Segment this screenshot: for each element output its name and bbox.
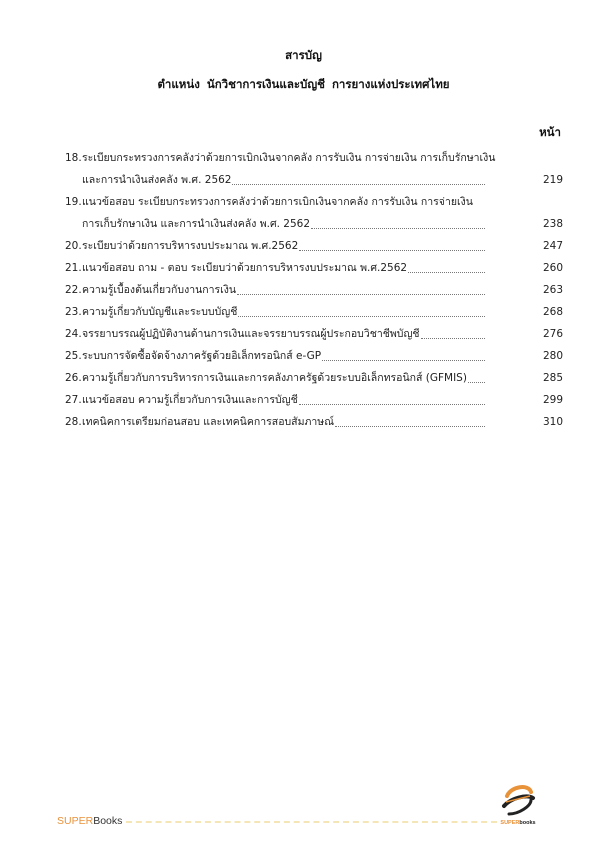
toc-entry[interactable] bbox=[65, 411, 563, 433]
toc-entry[interactable] bbox=[65, 367, 563, 389]
superbooks-swirl-logo-icon bbox=[493, 782, 543, 822]
page-subtitle: ตำแหน่ง นักวิชาการเงินและบัญชี การยางแห่งประเทศไทย bbox=[157, 77, 450, 91]
toc-entry-line bbox=[65, 147, 563, 169]
toc-entry-title: แนวข้อสอบ ถาม - ตอบ ระเบียบว่าด้วยการบริหารงบประมาณ พ.ศ.2562 bbox=[82, 262, 408, 274]
toc-entry[interactable] bbox=[65, 323, 563, 345]
logo-wordmark: SUPERbooks bbox=[500, 820, 536, 826]
toc-entry-number: 19. bbox=[65, 196, 82, 208]
dot-leader bbox=[299, 250, 485, 251]
toc-entry[interactable] bbox=[65, 301, 563, 323]
toc-entry-page-number: 219 bbox=[542, 174, 563, 186]
toc-entry-page-number: 260 bbox=[542, 262, 563, 274]
dot-leader bbox=[468, 382, 485, 383]
toc-entry-number: 26. bbox=[65, 372, 82, 384]
dot-leader bbox=[237, 294, 485, 295]
toc-entry-line bbox=[65, 367, 563, 389]
dot-leader bbox=[232, 184, 485, 185]
dot-leader bbox=[311, 228, 485, 229]
toc-entry-title: เทคนิคการเตรียมก่อนสอบ และเทคนิคการสอบสัมภาษณ์ bbox=[82, 416, 334, 428]
toc-entry-line bbox=[65, 169, 563, 191]
dot-leader bbox=[408, 272, 485, 273]
toc-entry-line bbox=[65, 301, 563, 323]
toc-entry[interactable] bbox=[65, 235, 563, 257]
toc-entry-line bbox=[65, 345, 563, 367]
toc-entry[interactable] bbox=[65, 191, 563, 235]
toc-entry-number: 20. bbox=[65, 240, 82, 252]
dot-leader bbox=[421, 338, 485, 339]
toc-entry-line bbox=[65, 323, 563, 345]
footer-dashed-rule bbox=[126, 821, 497, 823]
toc-entry-line bbox=[65, 257, 563, 279]
toc-entry-line bbox=[65, 213, 563, 235]
toc-entry-page-number: 238 bbox=[542, 218, 563, 230]
toc-entry-title: ความรู้เกี่ยวกับบัญชีและระบบบัญชี bbox=[82, 306, 238, 318]
toc-entry-title: ระบบการจัดซื้อจัดจ้างภาครัฐด้วยอิเล็กทรอนิกส์ e-GP bbox=[82, 350, 322, 362]
toc-entry-number: 27. bbox=[65, 394, 82, 406]
toc-entry-line bbox=[65, 279, 563, 301]
footer-brand-books: Books bbox=[93, 815, 123, 827]
toc-entry-page-number: 276 bbox=[542, 328, 563, 340]
dot-leader bbox=[238, 316, 485, 317]
toc-entry-page-number: 285 bbox=[542, 372, 563, 384]
toc-entry-number: 21. bbox=[65, 262, 82, 274]
toc-entry[interactable] bbox=[65, 279, 563, 301]
toc-entry-title: และการนำเงินส่งคลัง พ.ศ. 2562 bbox=[82, 174, 232, 186]
page-number-column-header: หน้า bbox=[539, 125, 561, 139]
footer-brand-super: SUPER bbox=[57, 815, 94, 827]
toc-entry[interactable] bbox=[65, 389, 563, 411]
toc-entry-page-number: 263 bbox=[542, 284, 563, 296]
toc-entry-line bbox=[65, 191, 563, 213]
toc-entry[interactable] bbox=[65, 345, 563, 367]
toc-entry-number: 28. bbox=[65, 416, 82, 428]
toc-entry-number: 22. bbox=[65, 284, 82, 296]
dot-leader bbox=[299, 404, 485, 405]
page-title: สารบัญ bbox=[285, 48, 322, 62]
dot-leader bbox=[322, 360, 485, 361]
toc-entry-line bbox=[65, 235, 563, 257]
toc-entry-page-number: 268 bbox=[542, 306, 563, 318]
footer bbox=[57, 814, 497, 828]
toc-entry-title: แนวข้อสอบ ระเบียบกระทรวงการคลังว่าด้วยการเบิกเงินจากคลัง การรับเงิน การจ่ายเงิน bbox=[82, 196, 473, 208]
toc-entry-title: ความรู้เบื้องต้นเกี่ยวกับงานการเงิน bbox=[82, 284, 237, 296]
toc-entry-number: 25. bbox=[65, 350, 82, 362]
table-of-contents bbox=[65, 147, 563, 433]
toc-entry-title: การเก็บรักษาเงิน และการนำเงินส่งคลัง พ.ศ. 2562 bbox=[82, 218, 311, 230]
toc-entry[interactable] bbox=[65, 257, 563, 279]
toc-entry-page-number: 299 bbox=[542, 394, 563, 406]
toc-entry-line bbox=[65, 411, 563, 433]
toc-entry-number: 18. bbox=[65, 152, 82, 164]
dot-leader bbox=[335, 426, 485, 427]
toc-entry-number: 23. bbox=[65, 306, 82, 318]
toc-entry-line bbox=[65, 389, 563, 411]
toc-entry-title: จรรยาบรรณผู้ปฏิบัติงานด้านการเงินและจรรยาบรรณผู้ประกอบวิชาชีพบัญชี bbox=[82, 328, 420, 340]
toc-entry-number: 24. bbox=[65, 328, 82, 340]
toc-entry-page-number: 310 bbox=[542, 416, 563, 428]
toc-entry-page-number: 247 bbox=[542, 240, 563, 252]
toc-entry-title: ความรู้เกี่ยวกับการบริหารการเงินและการคลังภาครัฐด้วยระบบอิเล็กทรอนิกส์ (GFMIS) bbox=[82, 372, 467, 384]
toc-entry-title: ระเบียบกระทรวงการคลังว่าด้วยการเบิกเงินจากคลัง การรับเงิน การจ่ายเงิน การเก็บรักษาเงิน bbox=[82, 152, 496, 164]
toc-entry-title: ระเบียบว่าด้วยการบริหารงบประมาณ พ.ศ.2562 bbox=[82, 240, 299, 252]
toc-entry-title: แนวข้อสอบ ความรู้เกี่ยวกับการเงินและการบัญชี bbox=[82, 394, 298, 406]
toc-entry-page-number: 280 bbox=[542, 350, 563, 362]
toc-entry[interactable] bbox=[65, 147, 563, 191]
superbooks-logo bbox=[493, 782, 543, 832]
